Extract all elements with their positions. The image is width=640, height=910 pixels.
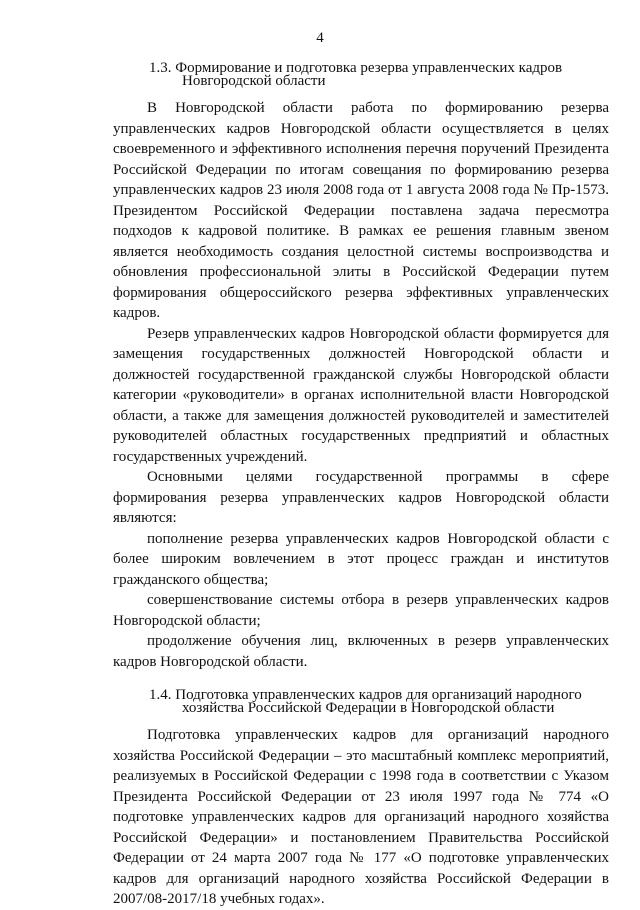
section-heading-line: 1.4. Подготовка управленческих кадров для организаций народного [149,687,582,703]
paragraph: Подготовка управленческих кадров для организаций народного хозяйства Российской Федерации – это масштабный комплекс мероприятий, реализуемых в Российской Федерации с 1998 года в соответствии с Указом Президента Российской Федерации от 23 июля 1997 года № 774 «О подготовке управленческих кадров для организаций народного хозяйства Российской Федерации» и постановлением Правительства Российской Федерации от 24 марта 2007 года № 177 «О подготовке управленческих кадров для организаций народного хозяйства Российской Федерации в 2007/08-2017/18 учебных годах». [113,727,609,907]
paragraph: В Новгородской области работа по формированию резерва управленческих кадров Новгородской области осуществляется в целях своевременного и эффективного исполнения перечня поручений Президента Российской Федерации по итогам совещания по формированию резерва управленческих кадров 23 июля 2008 года от 1 августа 2008 года № Пр-1573. Президентом Российской Федерации поставлена задача пересмотра подходов к кадровой политике. В рамках ее решения главным звеном является необходимость создания целостной системы воспроизводства и обновления профессиональной элиты в Российской Федерации путем формирования общероссийского резерва эффективных управленческих кадров. [113,100,609,321]
list-item: продолжение обучения лиц, включенных в резерв управленческих кадров Новгородской области. [113,633,609,670]
paragraph: Резерв управленческих кадров Новгородской области формируется для замещения государственных должностей Новгородской области и должностей государственной гражданской службы Новгородской области категории «руководители» в органах исполнительной власти Новгородской области, а также для замещения должностей руководителей и заместителей руководителей областных государственных предприятий и областных государственных учреждений. [113,325,609,465]
document-body [113,62,609,910]
section-heading-1-4 [113,689,609,715]
list-item: пополнение резерва управленческих кадров Новгородской области с более широким вовлечением в этот процесс граждан и институтов гражданского общества; [113,530,609,588]
section-heading-line: 1.3. Формирование и подготовка резерва управленческих кадров [149,60,563,76]
page-number: 4 [316,30,324,46]
paragraph: Основными целями государственной программы в сфере формирования резерва управленческих кадров Новгородской области являются: [113,469,609,526]
section-heading-line: хозяйства Российской Федерации в Новгородской области [182,700,555,716]
list-item: совершенствование системы отбора в резерв управленческих кадров Новгородской области; [113,592,609,629]
section-heading-line: Новгородской области [182,73,326,89]
section-heading-1-3 [113,62,609,88]
